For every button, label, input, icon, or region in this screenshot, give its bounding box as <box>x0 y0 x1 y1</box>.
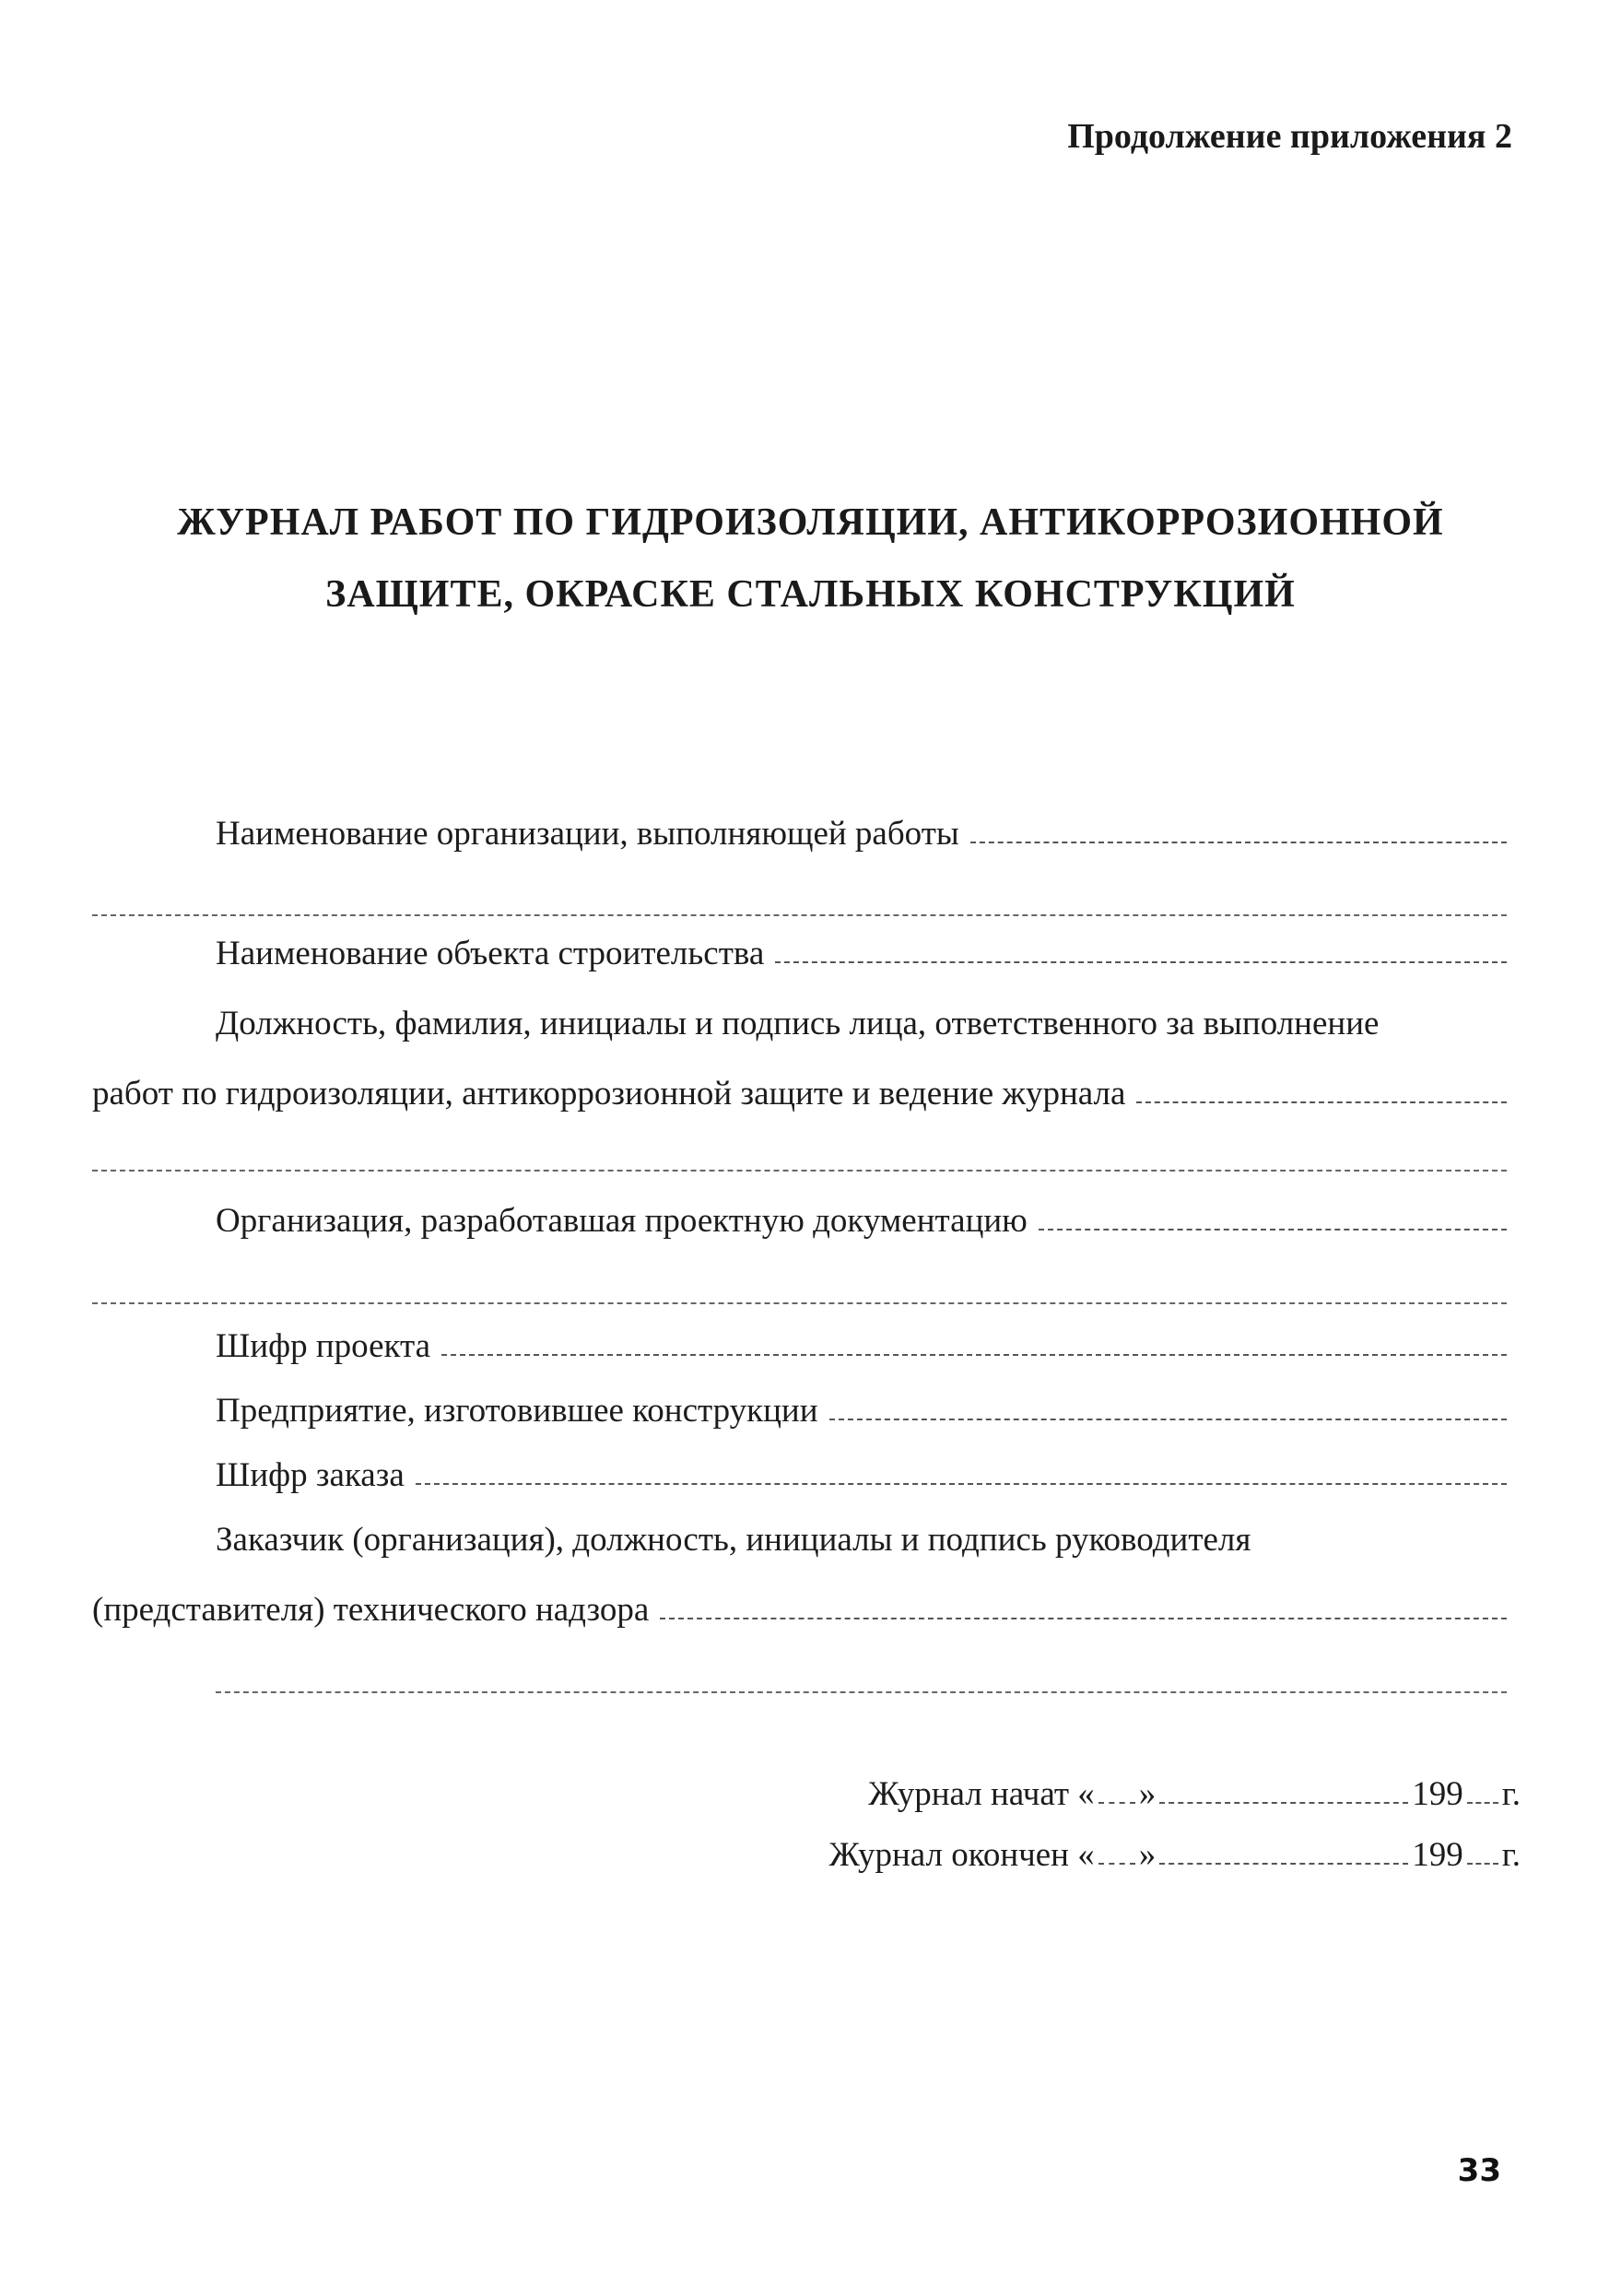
journal-finished-month-field[interactable] <box>1159 1862 1408 1865</box>
project-code-field[interactable] <box>441 1353 1507 1356</box>
journal-dates <box>710 1753 1521 1875</box>
manufacturer-field[interactable] <box>829 1418 1507 1420</box>
responsible-field[interactable] <box>1136 1101 1507 1103</box>
journal-finished-quote-close: » <box>1138 1836 1157 1874</box>
customer-field-continued[interactable] <box>216 1690 1507 1693</box>
object-name-row <box>92 918 1507 973</box>
design-org-field[interactable] <box>1039 1228 1507 1230</box>
design-org-label: Организация, разработавшая проектную документацию <box>216 1202 1028 1240</box>
org-performing-row <box>92 798 1507 854</box>
responsible-label-line-1: Должность, фамилия, инициалы и подпись лица, ответственного за выполнение <box>216 1005 1380 1042</box>
manufacturer-row <box>92 1375 1507 1431</box>
object-name-field[interactable] <box>775 960 1507 963</box>
journal-finished-day-field[interactable] <box>1098 1862 1135 1865</box>
journal-started-label: Журнал начат « <box>868 1775 1095 1813</box>
journal-started-quote-close: » <box>1138 1775 1157 1813</box>
customer-label-line-1: Заказчик (организация), должность, инициалы и подпись руководителя <box>216 1521 1251 1559</box>
journal-started-year-field[interactable] <box>1467 1801 1498 1804</box>
object-name-label: Наименование объекта строительства <box>216 935 765 972</box>
appendix-continuation-note: Продолжение приложения 2 <box>1067 117 1512 156</box>
journal-finished-label: Журнал окончен « <box>828 1836 1095 1874</box>
org-performing-field[interactable] <box>970 841 1507 843</box>
order-code-row <box>92 1440 1507 1495</box>
journal-finished-year-suffix: г. <box>1501 1836 1521 1874</box>
journal-finished-year-field[interactable] <box>1467 1862 1498 1865</box>
design-org-field-continued[interactable] <box>92 1301 1507 1304</box>
org-performing-field-continued[interactable] <box>92 913 1507 916</box>
page-number: 33 <box>1457 2152 1501 2189</box>
customer-row-1 <box>92 1504 1507 1560</box>
project-code-row <box>92 1311 1507 1366</box>
journal-finished-row <box>710 1814 1521 1875</box>
customer-label-line-2: (представителя) технического надзора <box>92 1591 650 1629</box>
customer-row-2 <box>92 1574 1507 1630</box>
journal-started-year-suffix: г. <box>1501 1775 1521 1813</box>
journal-title <box>0 487 1621 630</box>
journal-title-line-2: ЗАЩИТЕ, ОКРАСКЕ СТАЛЬНЫХ КОНСТРУКЦИЙ <box>325 573 1296 616</box>
journal-started-month-field[interactable] <box>1159 1801 1408 1804</box>
order-code-label: Шифр заказа <box>216 1456 405 1494</box>
responsible-field-continued[interactable] <box>92 1169 1507 1172</box>
order-code-field[interactable] <box>416 1482 1507 1485</box>
responsible-label-line-2: работ по гидроизоляции, антикоррозионной защите и ведение журнала <box>92 1075 1126 1113</box>
responsible-row-1 <box>92 988 1507 1043</box>
journal-started-day-field[interactable] <box>1098 1801 1135 1804</box>
journal-title-line-1: ЖУРНАЛ РАБОТ ПО ГИДРОИЗОЛЯЦИИ, АНТИКОРРОЗИОННОЙ <box>177 501 1444 544</box>
org-performing-label: Наименование организации, выполняющей работы <box>216 815 959 853</box>
project-code-label: Шифр проекта <box>216 1327 431 1365</box>
journal-started-row <box>710 1753 1521 1814</box>
customer-field[interactable] <box>660 1617 1507 1619</box>
design-org-row <box>92 1185 1507 1241</box>
journal-finished-year-prefix: 199 <box>1412 1836 1463 1874</box>
responsible-row-2 <box>92 1058 1507 1113</box>
manufacturer-label: Предприятие, изготовившее конструкции <box>216 1392 818 1430</box>
journal-started-year-prefix: 199 <box>1412 1775 1463 1813</box>
